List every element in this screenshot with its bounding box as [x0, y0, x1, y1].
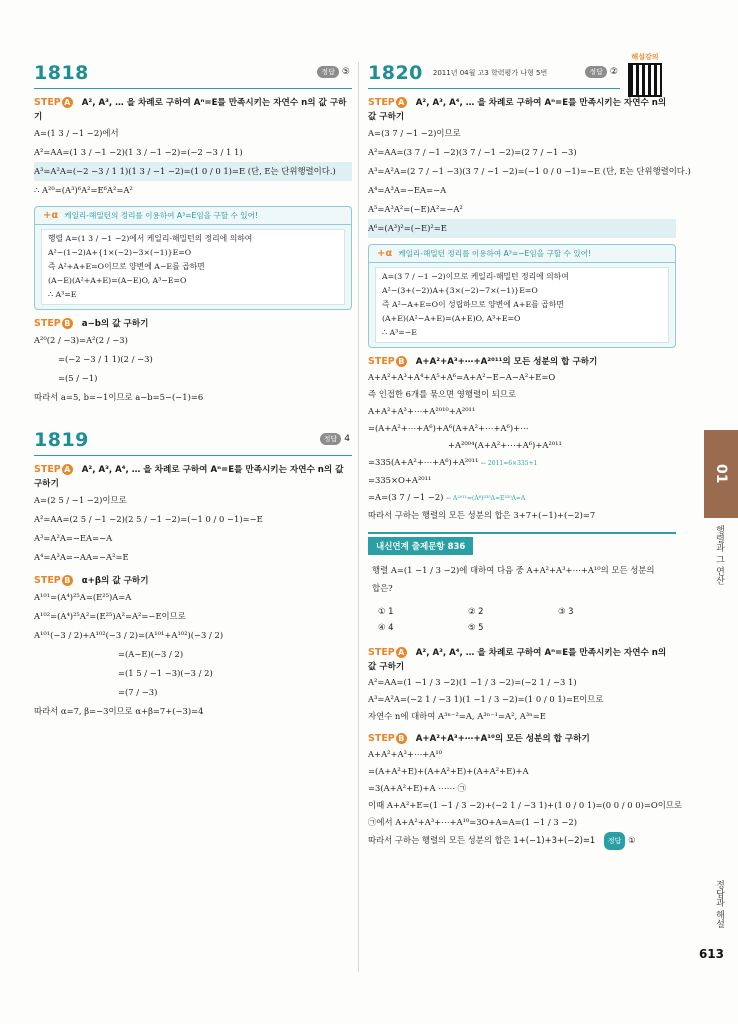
step-title: A+A²+A³+⋯+A¹⁰의 모든 성분의 합 구하기 [415, 734, 590, 744]
solution-line: A²=AA=(1 −1 / 3 −2)(1 −1 / 3 −2)=(−2 1 / −3 1) [368, 677, 577, 687]
qr-label: 해설강의 [631, 53, 659, 61]
step-tag: STEP A [34, 464, 73, 475]
tip-body [375, 267, 669, 343]
tip-box [368, 244, 676, 348]
solution-lines [368, 369, 676, 524]
problem-header [34, 58, 352, 89]
solution-line: =(1 5 / −1 −3)(−3 / 2) [118, 668, 213, 678]
answer-label: 정답 [320, 433, 342, 445]
answer-value: 4 [344, 434, 350, 444]
step-title: A², A³, A⁴, … 을 차례로 구하여 Aⁿ=E를 만족시키는 자연수 n의 값 구하기 [368, 98, 667, 122]
tip-line: A²−(1−2)A+{1×(−2)−3×(−1)}E=O [48, 248, 192, 257]
answer-value: ⑤ [341, 67, 350, 77]
solution-line: =(5 / −1) [58, 373, 98, 383]
solution-lines [34, 124, 352, 200]
solution-line: =(−2 −3 / 1 1)(2 / −3) [58, 354, 153, 364]
tip-body [41, 229, 345, 305]
question-line: 합은? [372, 583, 393, 593]
step-a [368, 646, 676, 674]
tip-line: 즉 A²−A+E=O이 성립하므로 양변에 A+E를 곱하면 [382, 300, 564, 309]
step-tag: STEP B [34, 318, 73, 329]
solution-line: 따라서 a=5, b=−1이므로 a−b=5−(−1)=6 [34, 392, 204, 402]
tip-box [34, 206, 352, 310]
solution-line: 즉 인접한 6개를 묶으면 영행렬이 되므로 [368, 389, 517, 399]
related-problem-836 [368, 532, 683, 850]
choices [368, 599, 676, 639]
tip-line: (A−E)(A²+A+E)=(A−E)O, A³−E=O [48, 276, 187, 285]
solution-line: +A²⁰⁰⁴(A+A²+⋯+A⁶)+A²⁰¹¹ [448, 440, 562, 450]
solution-line: ∴ A²⁰=(A³)⁶A²=E⁶A²=A² [34, 185, 133, 195]
tip-line: A²−(3+(−2))A+{3×(−2)−7×(−1)}E=O [382, 286, 538, 295]
solution-line: A⁴=A³A=−AA=−A²=E [34, 552, 129, 562]
choice-3[interactable]: ③ 3 [558, 606, 574, 616]
solution-lines [368, 124, 691, 238]
problem-1818 [34, 58, 352, 407]
solution-line: A¹⁰²=(A⁴)²⁵A²=(E²⁵)A²=A²=−E이므로 [34, 611, 186, 621]
solution-line: A²=AA=(2 5 / −1 −2)(2 5 / −1 −2)=(−1 0 / 0 −1)=−E [34, 514, 263, 524]
step-b [34, 574, 352, 588]
answer-badge [320, 433, 350, 445]
tip-line: ∴ A³=−E [382, 328, 417, 337]
step-tag: STEP A [368, 647, 407, 658]
solution-line: A+A²+A³+A⁴+A⁵+A⁶=A+A²−E−A−A²+E=O [368, 372, 556, 382]
solution-line: 자연수 n에 대하여 A³ⁿ⁻²=A, A³ⁿ⁻¹=A², A³ⁿ=E [368, 711, 546, 721]
side-note: ← A²⁰¹¹=(A⁶)³³⁵A=E³³⁵A=A [446, 495, 526, 502]
solution-line: ㉠에서 A+A²+A³+⋯+A¹⁰=3O+A=A=(1 −1 / 3 −2) [368, 817, 577, 827]
problem-1819 [34, 425, 352, 721]
solution-line: A¹⁰¹(−3 / 2)+A¹⁰²(−3 / 2)=(A¹⁰¹+A¹⁰²)(−3 / 2) [34, 630, 224, 640]
problem-number: 1820 [368, 62, 423, 84]
tip-line: 즉 A²+A+E=O이므로 양변에 A−E를 곱하면 [48, 262, 205, 271]
tip-line: A=(3 7 / −1 −2)이므로 케일리-해밀턴 정리에 의하여 [382, 272, 569, 281]
choice-1[interactable]: ① 1 [378, 606, 394, 616]
right-column [368, 58, 691, 850]
solution-line: 따라서 α=7, β=−3이므로 α+β=7+(−3)=4 [34, 706, 204, 716]
solution-line: A=(2 5 / −1 −2)이므로 [34, 495, 127, 505]
answer-label: 정답 [317, 66, 339, 78]
problem-header [368, 58, 620, 89]
solution-line: =(7 / −3) [118, 687, 158, 697]
step-tag: STEP A [368, 97, 407, 108]
answer-label: 정답 [585, 66, 607, 78]
step-title: A+A²+A³+⋯+A²⁰¹¹의 모든 성분의 합 구하기 [415, 357, 598, 367]
solution-line: A³=A²A=(2 7 / −1 −3)(3 7 / −1 −2)=(−1 0 / 0 −1)=−E (단, E는 단위행렬이다.) [368, 166, 691, 176]
problem-number: 1819 [34, 429, 89, 451]
solution-line: =3(A+A²+E)+A ⋯⋯ ㉠ [368, 783, 466, 793]
solution-lines [34, 491, 352, 567]
solution-line: A¹⁰¹=(A⁴)²⁵A=(E²⁵)A=A [34, 592, 132, 602]
solution-lines [34, 588, 352, 721]
solution-line: A=(1 3 / −1 −2)에서 [34, 128, 119, 138]
solution-line: A+A²+A³+⋯+A²⁰¹⁰+A²⁰¹¹ [368, 406, 476, 416]
section-footer: 정답과 해설 [714, 880, 724, 928]
solution-line: =(A+A²+⋯+A⁶)+A⁶(A+A²+⋯+A⁶)+⋯ [368, 423, 529, 433]
step-a [368, 96, 676, 124]
solution-lines [368, 746, 683, 831]
solution-lines [34, 331, 352, 407]
answer-badge [317, 66, 350, 78]
step-title: α+β의 값 구하기 [81, 576, 149, 586]
solution-line: =A=(3 7 / −1 −2) ← A²⁰¹¹=(A⁶)³³⁵A=E³³⁵A=A [368, 492, 526, 502]
choice-5[interactable]: ⑤ 5 [468, 622, 484, 632]
solution-line: =335×O+A²⁰¹¹ [368, 475, 432, 485]
tip-line: ∴ A³=E [48, 290, 77, 299]
step-tag: STEP B [368, 356, 407, 367]
left-column [34, 58, 352, 721]
solution-line: A⁵=A³A²=(−E)A²=−A² [368, 204, 463, 214]
chapter-tab[interactable]: 01 [704, 430, 738, 518]
solution-line: =335(A+A²+⋯+A⁶)+A²⁰¹¹ ← 2011=6×335+1 [368, 457, 538, 467]
solution-line: 이때 A+A²+E=(1 −1 / 3 −2)+(−2 1 / −3 1)+(1 0 / 0 1)=(0 0 / 0 0)=O이므로 [368, 800, 683, 810]
step-tag: STEP B [34, 575, 73, 586]
problem-1820 [368, 58, 691, 524]
solution-line: =(A+A²+E)+(A+A²+E)+(A+A²+E)+A [368, 766, 529, 776]
solution-line: A²=AA=(3 7 / −1 −2)(3 7 / −1 −2)=(2 7 / −1 −3) [368, 147, 577, 157]
step-tag: STEP B [368, 733, 407, 744]
tip-header: +α 케일리-해밀턴의 정리를 이용하여 A³=E임을 구할 수 있어! [35, 207, 351, 225]
side-note: ← 2011=6×335+1 [481, 460, 538, 467]
page-number: 613 [698, 947, 724, 961]
plus-alpha-icon: +α [377, 248, 393, 259]
solution-line: =(A−E)(−3 / 2) [118, 649, 184, 659]
solution-line: A⁴=A³A=−EA=−A [368, 185, 447, 195]
problem-source: 2011년 04월 고3 학력평가 나형 5번 [432, 69, 548, 77]
plus-alpha-icon: +α [43, 210, 59, 221]
step-tag: STEP A [34, 97, 73, 108]
choice-2[interactable]: ② 2 [468, 606, 484, 616]
final-answer-line: 따라서 구하는 행렬의 모든 성분의 합은 1+(−1)+3+(−2)=1 정답 ① [368, 831, 676, 850]
step-a [34, 463, 352, 491]
final-answer-value: ① [628, 835, 636, 845]
problem-header [34, 425, 352, 456]
solution-line: A+A²+A³+⋯+A¹⁰ [368, 749, 443, 759]
solution-line: A²⁰(2 / −3)=A²(2 / −3) [34, 335, 128, 345]
answer-value: ② [609, 67, 618, 77]
tip-line: (A+E)(A²−A+E)=(A+E)O, A³+E=O [382, 314, 521, 323]
final-answer-label: 정답 [604, 832, 626, 850]
step-title: a−b의 값 구하기 [81, 319, 149, 329]
step-title: A², A³, A⁴, … 을 차례로 구하여 Aⁿ=E를 만족시키는 자연수 n의 값 구하기 [34, 465, 344, 489]
tip-header: +α 케일리-해밀턴 정리를 이용하여 A³=−E임을 구할 수 있어! [369, 245, 675, 263]
solution-lines [368, 674, 676, 725]
chapter-title: 행렬과 그 연산 [714, 525, 724, 585]
related-problem-header: 내신연계 출제문항 836 [368, 537, 473, 555]
solution-line: A=(3 7 / −1 −2)이므로 [368, 128, 461, 138]
step-b [368, 355, 676, 369]
solution-line: 따라서 구하는 행렬의 모든 성분의 합은 3+7+(−1)+(−2)=7 [368, 510, 596, 520]
solution-line: A³=A²A=(−2 −3 / 1 1)(1 3 / −1 −2)=(1 0 / 0 1)=E (단, E는 단위행렬이다.) [34, 162, 352, 181]
tip-line: 행렬 A=(1 3 / −1 −2)에서 케일리-해밀턴의 정리에 의하여 [48, 234, 253, 243]
answer-badge [585, 66, 618, 78]
solution-line: A³=A²A=(−2 1 / −3 1)(1 −1 / 3 −2)=(1 0 / 0 1)=E이므로 [368, 694, 604, 704]
solution-line: A⁶=(A³)²=(−E)²=E [368, 219, 676, 238]
question-line: 행렬 A=(1 −1 / 3 −2)에 대하여 다음 중 A+A²+A³+⋯+A¹⁰의 모든 성분의 [372, 565, 655, 575]
step-a [34, 96, 352, 124]
step-title: A², A³, … 을 차례로 구하여 Aⁿ=E를 만족시키는 자연수 n의 값 구하기 [34, 98, 347, 122]
step-title: A², A³, A⁴, … 을 차례로 구하여 Aⁿ=E를 만족시키는 자연수 n의 값 구하기 [368, 648, 667, 672]
column-divider [358, 62, 359, 972]
problem-number: 1818 [34, 62, 89, 84]
question-text [368, 555, 676, 599]
step-b [368, 732, 676, 746]
solution-line: A²=AA=(1 3 / −1 −2)(1 3 / −1 −2)=(−2 −3 / 1 1) [34, 147, 243, 157]
choice-4[interactable]: ④ 4 [378, 622, 394, 632]
step-b [34, 317, 352, 331]
solution-line: A³=A²A=−EA=−A [34, 533, 113, 543]
